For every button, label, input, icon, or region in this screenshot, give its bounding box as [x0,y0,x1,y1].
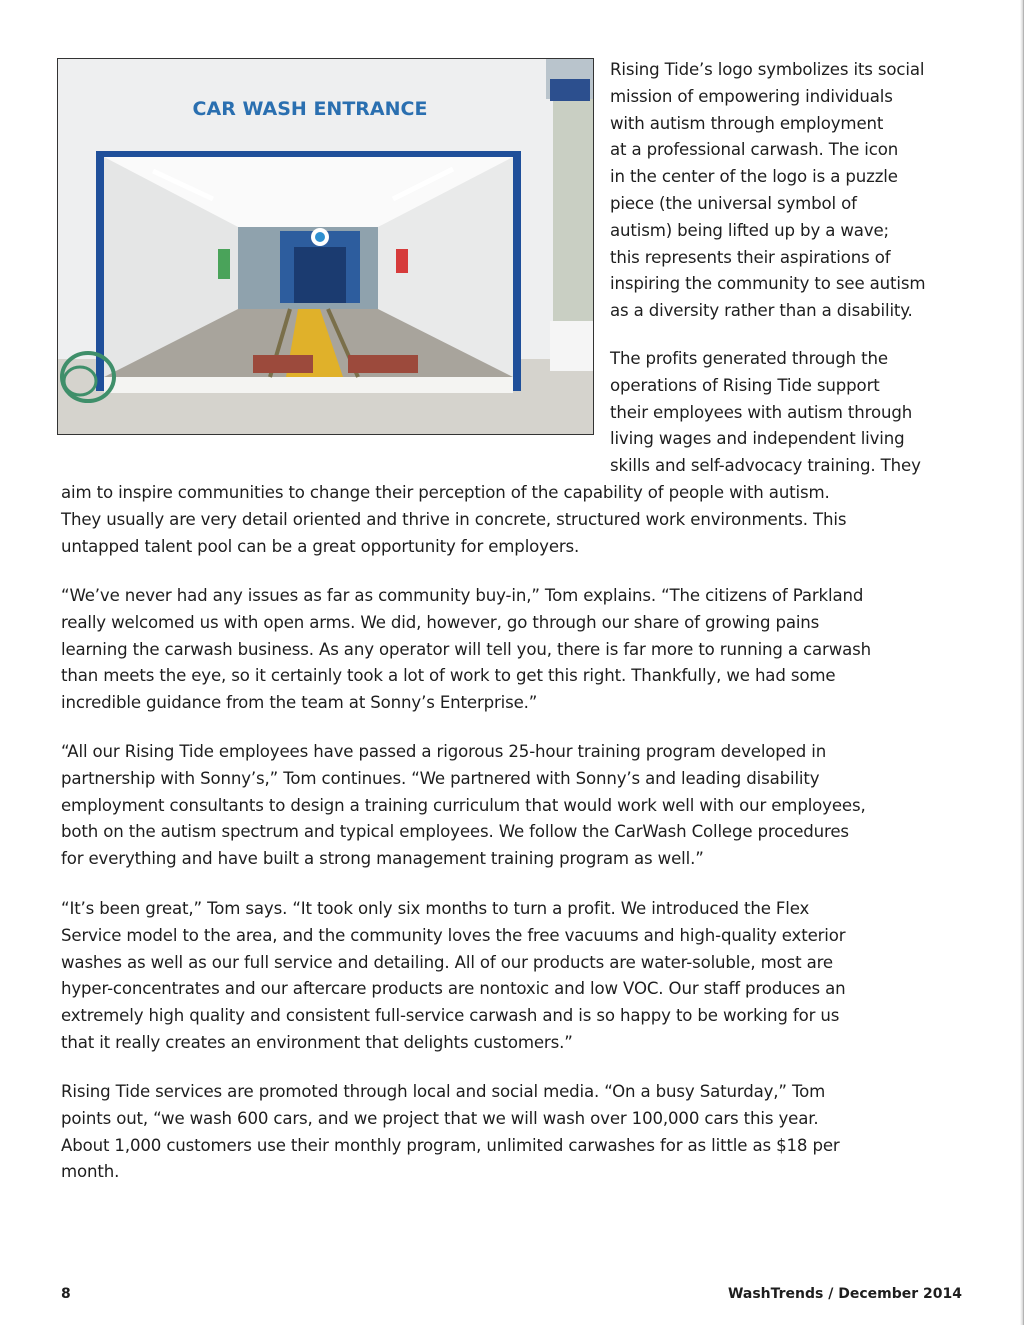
text-line: both on the autism spectrum and typical employees. We follow the CarWash College procedures [61,822,849,842]
text-line: learning the carwash business. As any operator will tell you, there is far more to running a carwash [61,639,872,659]
page-number: 8 [61,1286,71,1302]
publication-footer: WashTrends / December 2014 [727,1286,962,1302]
text-line: About 1,000 customers use their monthly program, unlimited carwashes for as little as $18 per [61,1135,840,1155]
text-line: inspiring the community to see autism [610,274,926,294]
text-line: that it really creates an environment that delights customers.” [61,1032,573,1052]
text-line: living wages and independent living [610,429,905,449]
text-line: Rising Tide’s logo symbolizes its social [610,60,925,79]
text-line: washes as well as our full service and detailing. All of our products are water-soluble, most are [61,952,833,972]
text-line: operations of Rising Tide support [610,375,880,395]
text-line: mission of empowering individuals [610,86,893,106]
text-line: “We’ve never had any issues as far as community buy-in,” Tom explains. “The citizens of Parkland [61,586,864,605]
page-edge-shadow [1020,0,1024,1325]
text-line: employment consultants to design a training curriculum that would work well with our employees, [61,795,866,815]
text-line: untapped talent pool can be a great opportunity for employers. [61,536,580,556]
body-paragraph-3 [61,583,871,717]
text-line: piece (the universal symbol of [610,193,857,213]
body-paragraph-5 [61,896,846,1057]
text-line: incredible guidance from the team at Sonny’s Enterprise.” [61,693,538,713]
text-line: than meets the eye, so it certainly took a lot of work to get this right. Thankfully, we had some [61,666,836,686]
text-line: for everything and have built a strong management training program as well.” [61,849,704,869]
body-paragraph-2-continued [61,480,846,560]
text-line: as a diversity rather than a disability. [610,301,913,321]
side-paragraph-2 [610,346,921,480]
sign-text: CAR WASH ENTRANCE [192,98,428,120]
text-line: at a professional carwash. The icon [610,140,899,160]
side-paragraph-1 [610,57,925,325]
text-line: their employees with autism through [610,402,913,422]
text-line: skills and self-advocacy training. They [610,456,921,476]
text-line: really welcomed us with open arms. We did, however, go through our share of growing pains [61,612,820,632]
text-line: autism) being lifted up by a wave; [610,220,889,240]
text-line: hyper-concentrates and our aftercare products are nontoxic and low VOC. Our staff produces an [61,979,846,999]
text-line: “It’s been great,” Tom says. “It took only six months to turn a profit. We introduced the Flex [61,899,810,918]
car-wash-entrance-photo [57,58,594,435]
text-line: with autism through employment [610,113,884,133]
text-line: month. [61,1162,120,1182]
text-line: The profits generated through the [610,349,888,368]
text-line: Service model to the area, and the community loves the free vacuums and high-quality exterior [61,925,846,945]
text-line: “All our Rising Tide employees have passed a rigorous 25-hour training program developed in [61,742,827,761]
body-paragraph-6 [61,1079,840,1186]
text-line: points out, “we wash 600 cars, and we project that we will wash over 100,000 cars this year. [61,1108,819,1128]
body-paragraph-4 [61,739,866,873]
text-line: this represents their aspirations of [610,247,891,267]
text-line: in the center of the logo is a puzzle [610,167,898,187]
text-line: They usually are very detail oriented and thrive in concrete, structured work environments. This [61,509,847,529]
text-line: aim to inspire communities to change their perception of the capability of people with autism. [61,483,830,502]
text-line: extremely high quality and consistent full-service carwash and is so happy to be working for us [61,1006,840,1026]
text-line: Rising Tide services are promoted through local and social media. “On a busy Saturday,” Tom [61,1082,826,1101]
text-line: partnership with Sonny’s,” Tom continues. “We partnered with Sonny’s and leading disability [61,768,820,788]
